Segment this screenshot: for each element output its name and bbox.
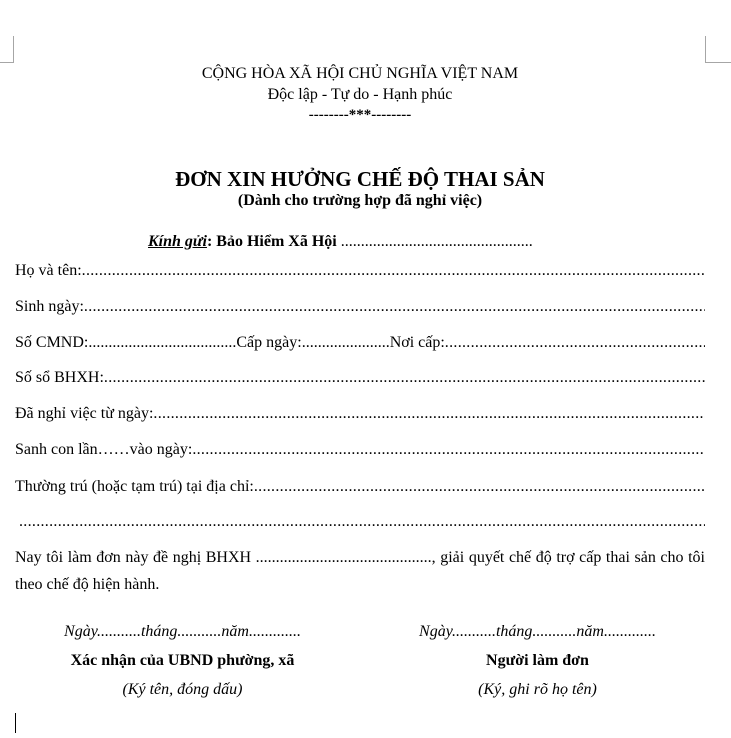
ward-date-line[interactable]: Ngày...........tháng...........năm.............: [64, 623, 301, 640]
issue-place-label: Nơi cấp:: [389, 334, 445, 351]
field-birth-order: [15, 440, 705, 460]
recipient-colon: :: [206, 233, 217, 250]
id-number-label: Số CMND:: [15, 334, 89, 351]
resign-date-input[interactable]: [153, 404, 705, 424]
signature-block-applicant: [385, 617, 690, 704]
id-number-input[interactable]: .....................................: [88, 334, 237, 351]
signature-block-ward: [30, 617, 335, 704]
ward-signature-note: (Ký tên, đóng dấu): [122, 681, 243, 698]
applicant-title: Người làm đơn: [486, 652, 589, 669]
applicant-signature-note: (Ký, ghi rõ họ tên): [478, 681, 597, 698]
recipient-label: Kính gửi: [148, 233, 207, 250]
request-paragraph: Nay tôi làm đơn này đề nghị BHXH ............................................, giải quyết chế độ trợ cấp thai sản cho tôi theo chế độ hiện hành.: [15, 549, 705, 593]
address-input[interactable]: [254, 477, 705, 497]
margin-corner-top-right: [705, 36, 731, 63]
applicant-date-line[interactable]: Ngày...........tháng...........năm.............: [419, 623, 656, 640]
text-cursor: [15, 713, 16, 733]
child-birth-date-input[interactable]: [192, 440, 705, 460]
recipient-dots[interactable]: ................................................: [336, 233, 533, 250]
field-id-number: [15, 333, 705, 353]
recipient-line: [148, 232, 533, 252]
ward-confirmation-title: Xác nhận của UBND phường, xã: [70, 652, 295, 669]
header-separator: --------***--------: [308, 107, 412, 123]
birth-date-input[interactable]: [84, 297, 705, 317]
issue-date-label: Cấp ngày:: [236, 334, 302, 351]
resign-date-label: Đã nghỉ việc từ ngày:: [15, 405, 154, 422]
full-name-input[interactable]: [82, 261, 705, 281]
birth-order-input[interactable]: ……: [97, 441, 130, 458]
document-title: ĐƠN XIN HƯỞNG CHẾ ĐỘ THAI SẢN: [175, 167, 545, 191]
recipient-value: Bảo Hiểm Xã Hội: [216, 233, 337, 250]
insurance-number-input[interactable]: [104, 368, 705, 388]
field-insurance-number: [15, 368, 705, 388]
address-continued-input[interactable]: [19, 512, 705, 532]
issue-date-input[interactable]: ......................: [301, 334, 390, 351]
field-full-name: [15, 261, 705, 281]
margin-corner-top-left: [0, 36, 14, 63]
document-subtitle: (Dành cho trường hợp đã nghỉ việc): [237, 192, 483, 209]
motto: Độc lập - Tự do - Hạnh phúc: [267, 86, 453, 103]
birth-order-label: Sanh con lần: [15, 441, 98, 458]
issue-place-input[interactable]: [445, 333, 705, 353]
child-birth-date-label: vào ngày:: [129, 441, 193, 458]
full-name-label: Họ và tên:: [15, 262, 82, 279]
field-address: [15, 477, 705, 497]
insurance-number-label: Số sổ BHXH:: [15, 369, 104, 386]
birth-date-label: Sinh ngày:: [15, 298, 84, 315]
field-address-continued: [19, 512, 705, 532]
address-label: Thường trú (hoặc tạm trú) tại địa chỉ:: [15, 478, 254, 495]
field-birth-date: [15, 297, 705, 317]
field-resign-date: [15, 404, 705, 424]
nation-heading: CỘNG HÒA XÃ HỘI CHỦ NGHĨA VIỆT NAM: [201, 65, 519, 82]
